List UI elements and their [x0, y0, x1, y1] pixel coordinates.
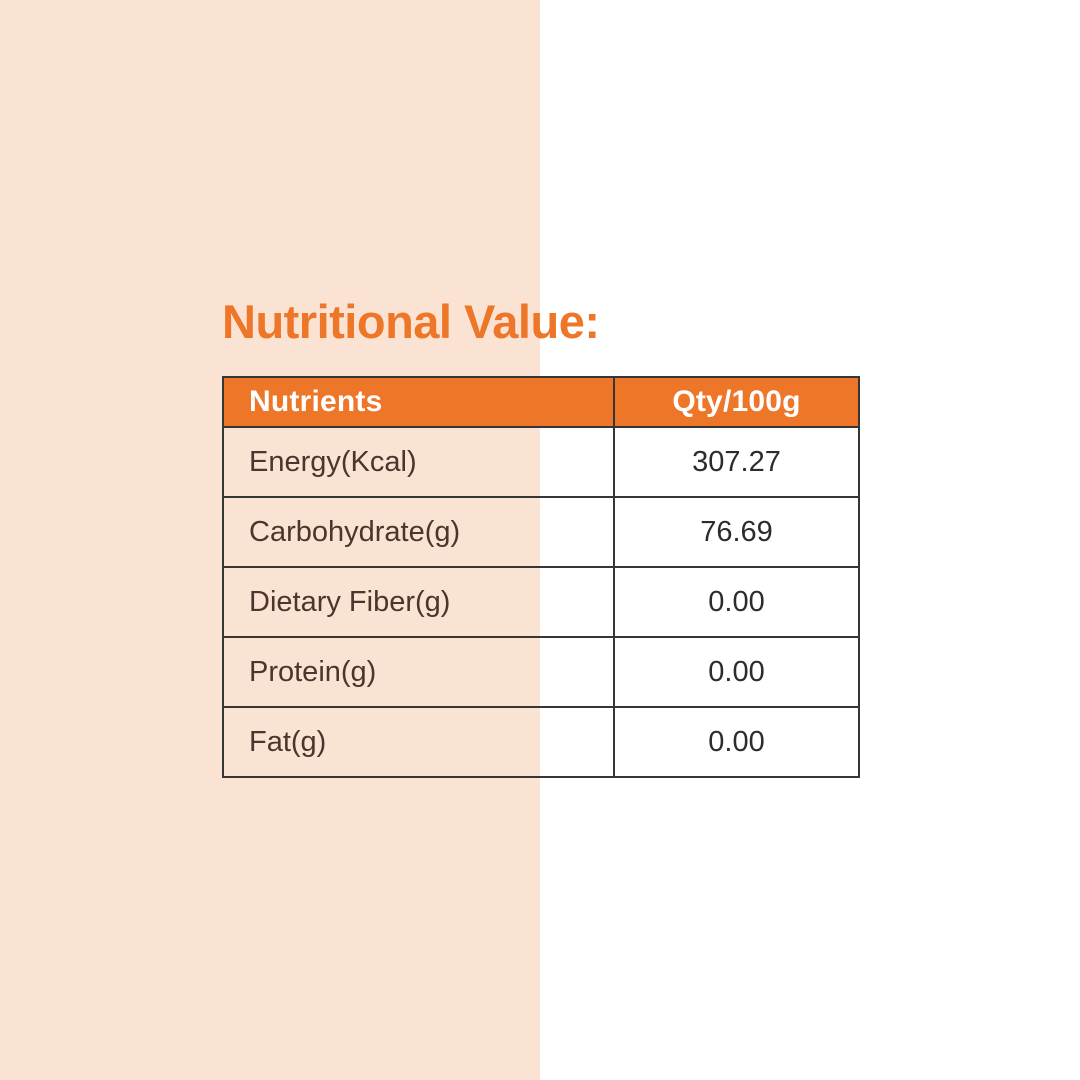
nutrient-value: 0.00	[614, 567, 859, 637]
nutrient-label: Fat(g)	[223, 707, 614, 777]
nutrient-value: 0.00	[614, 707, 859, 777]
nutrition-table	[222, 376, 860, 778]
nutrient-value: 307.27	[614, 427, 859, 497]
nutrient-label: Carbohydrate(g)	[223, 497, 614, 567]
nutrient-label: Dietary Fiber(g)	[223, 567, 614, 637]
table-row	[223, 427, 859, 497]
nutrient-label: Protein(g)	[223, 637, 614, 707]
header-qty: Qty/100g	[614, 377, 859, 427]
header-nutrients: Nutrients	[223, 377, 614, 427]
table-header-row	[223, 377, 859, 427]
table-row	[223, 637, 859, 707]
table-row	[223, 497, 859, 567]
table-row	[223, 707, 859, 777]
page-title: Nutritional Value:	[222, 295, 600, 348]
table-row	[223, 567, 859, 637]
nutrient-value: 76.69	[614, 497, 859, 567]
nutrient-value: 0.00	[614, 637, 859, 707]
nutrient-label: Energy(Kcal)	[223, 427, 614, 497]
